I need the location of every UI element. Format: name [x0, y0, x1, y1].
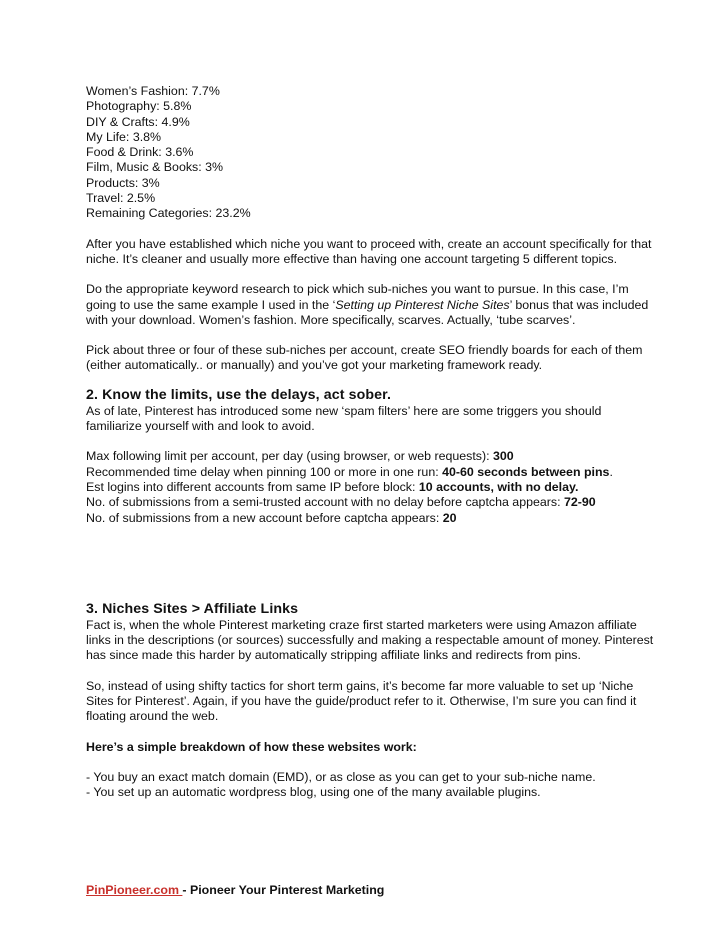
limit-row [86, 511, 656, 526]
limit-label: Recommended time delay when pinning 100 or more in one run: [86, 464, 443, 479]
limit-value: 20 [442, 510, 457, 525]
sub-niches-paragraph: Pick about three or four of these sub-niches per account, create SEO friendly boards for each of them (either automatically.. or manually) and you’ve got your marketing framework ready. [86, 343, 643, 373]
breakdown-bullet: - You set up an automatic wordpress blog, using one of the many available plugins. [86, 785, 541, 800]
category-stats-list [86, 84, 656, 222]
category-stat: DIY & Crafts: 4.9% [86, 114, 190, 129]
category-stat: Film, Music & Books: 3% [86, 160, 224, 175]
category-stat: Food & Drink: 3.6% [86, 145, 194, 160]
breakdown-bullet: - You buy an exact match domain (EMD), or as close as you can get to your sub-niche name. [86, 769, 596, 784]
category-stat: Travel: 2.5% [86, 191, 156, 206]
category-stat: My Life: 3.8% [86, 129, 162, 144]
page-footer [86, 883, 384, 898]
category-stat: Photography: 5.8% [86, 99, 192, 114]
limit-label: Max following limit per account, per day (using browser, or web requests): [86, 449, 494, 464]
limit-label: No. of submissions from a new account before captcha appears: [86, 510, 443, 525]
breakdown-heading: Here’s a simple breakdown of how these websites work: [86, 739, 417, 754]
keyword-research-paragraph [86, 282, 656, 328]
guide-title-italic: Setting up Pinterest Niche Sites [335, 297, 510, 312]
document-page [86, 84, 656, 801]
limit-value: 72-90 [563, 495, 596, 510]
keyword-text-before: Do the appropriate keyword research to pick which sub-niches you want to pursue. In this case, I’m going to use the same example I used in the ‘ [86, 282, 629, 312]
section-3-heading: 3. Niches Sites > Affiliate Links [86, 600, 299, 617]
limit-suffix: . [609, 464, 613, 479]
limit-row [86, 449, 656, 464]
category-stat: Remaining Categories: 23.2% [86, 206, 251, 221]
limit-label: Est logins into different accounts from same IP before block: [86, 479, 419, 494]
category-stat: Women’s Fashion: 7.7% [86, 84, 220, 98]
limit-value: 40-60 seconds between pins [442, 464, 610, 479]
category-stat: Products: 3% [86, 175, 160, 190]
section-2-heading: 2. Know the limits, use the delays, act sober. [86, 386, 391, 403]
section-2-intro: As of late, Pinterest has introduced some new ‘spam filters’ here are some triggers you should familiarize yourself with and look to avoid. [86, 403, 602, 434]
limits-list [86, 449, 656, 525]
niche-account-paragraph: After you have established which niche you want to proceed with, create an account specifically for that niche. It’s cleaner and usually more effective than having one account targeting 5 different topics. [86, 236, 652, 266]
pinpioneer-link[interactable]: PinPioneer.com [86, 883, 183, 897]
limit-row [86, 465, 656, 480]
section-3-paragraph-1: Fact is, when the whole Pinterest marketing craze first started marketers were using Amazon affiliate links in the descriptions (or sources) successfully and making a respectable amount of money. Pinterest has since made this harder by automatically stripping affiliate links and redirects from pins. [86, 617, 654, 663]
footer-tagline: - Pioneer Your Pinterest Marketing [182, 883, 385, 897]
limit-row [86, 495, 656, 510]
section-3-paragraph-2: So, instead of using shifty tactics for short term gains, it’s become far more valuable to set up ‘Niche Sites for Pinterest’. Again, if you have the guide/product refer to it. Otherwise, I’m sure you can find it floating around the web. [86, 678, 637, 724]
limit-value: 10 accounts, with no delay. [418, 479, 579, 494]
keyword-text-after: ’ bonus that was included with your download. Women’s fashion. More specifically, scarves. Actually, ‘tube scarves’. [86, 297, 649, 327]
limit-label: No. of submissions from a semi-trusted account with no delay before captcha appears: [86, 495, 564, 510]
limit-value: 300 [493, 449, 514, 464]
limit-row [86, 480, 656, 495]
